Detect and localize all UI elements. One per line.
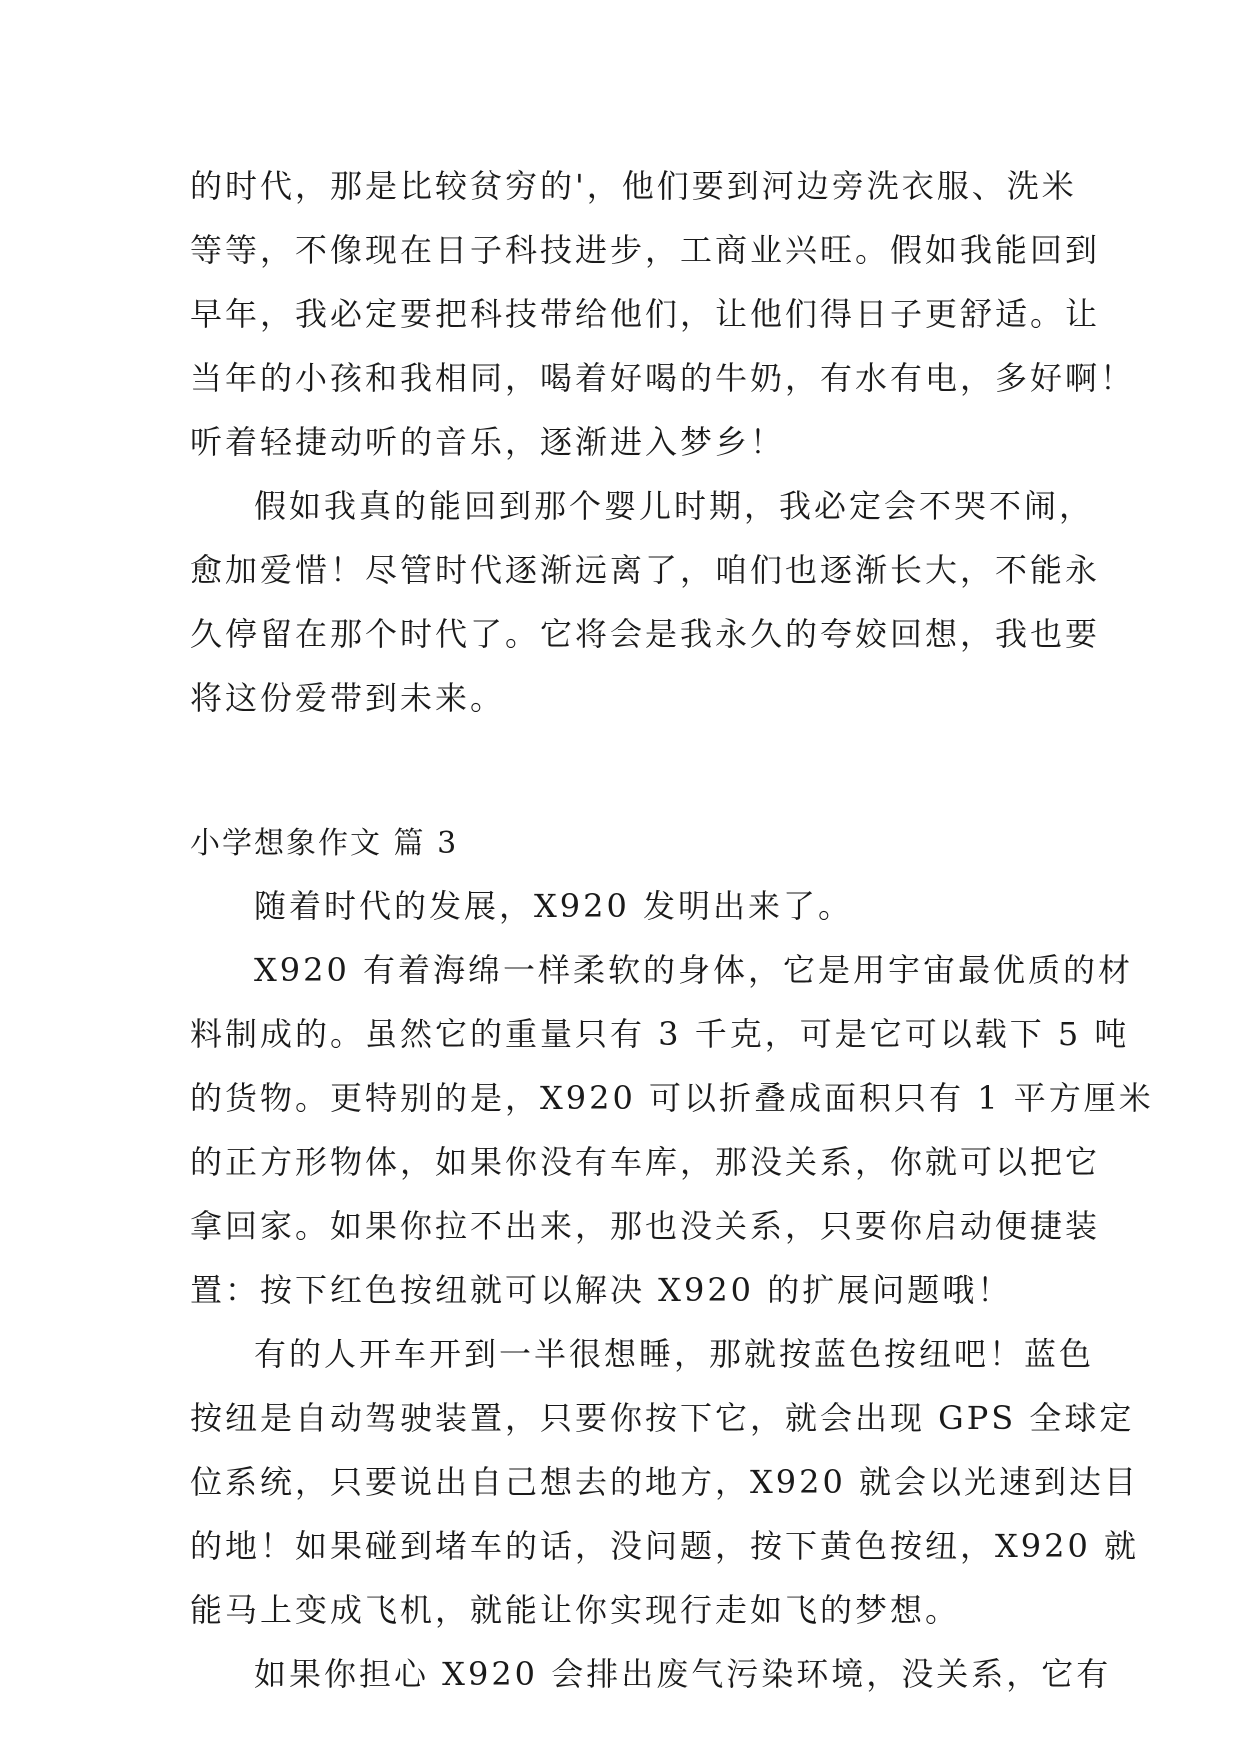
text-line: X920 有着海绵一样柔软的身体，它是用宇宙最优质的材 — [254, 951, 1134, 989]
text-line: 假如我真的能回到那个婴儿时期，我必定会不哭不闹， — [254, 487, 1095, 525]
paragraph-intro — [190, 154, 1136, 474]
text-line: 如果你担心 X920 会排出废气污染环境，没关系，它有 — [254, 1655, 1112, 1693]
section-title: 小学想象作文 篇 3 — [190, 826, 459, 861]
text-line: 的地！如果碰到堵车的话，没问题，按下黄色按纽，X920 就 — [190, 1527, 1140, 1565]
text-line: 将这份爱带到未来。 — [190, 679, 506, 717]
text-line: 能马上变成飞机，就能让你实现行走如飞的梦想。 — [190, 1591, 961, 1629]
text-line: 随着时代的发展，X920 发明出来了。 — [254, 887, 854, 925]
text-line: 料制成的。虽然它的重量只有 3 千克，可是它可以载下 5 吨 — [190, 1015, 1130, 1053]
text-line: 有的人开车开到一半很想睡，那就按蓝色按纽吧！蓝色 — [254, 1335, 1095, 1373]
text-line: 拿回家。如果你拉不出来，那也没关系，只要你启动便捷装 — [190, 1207, 1101, 1245]
text-line: 置：按下红色按纽就可以解决 X920 的扩展问题哦！ — [190, 1271, 1013, 1309]
text-line: 等等，不像现在日子科技进步，工商业兴旺。假如我能回到 — [190, 231, 1101, 269]
paragraph-4 — [190, 1642, 1112, 1706]
paragraph-1 — [190, 874, 1070, 938]
text-line: 当年的小孩和我相同，喝着好喝的牛奶，有水有电，多好啊！ — [190, 359, 1136, 397]
text-line: 久停留在那个时代了。它将会是我永久的夸姣回想，我也要 — [190, 615, 1101, 653]
document-body — [190, 154, 1154, 1706]
text-line: 愈加爱惜！尽管时代逐渐远离了，咱们也逐渐长大，不能永 — [190, 551, 1101, 589]
text-line: 按纽是自动驾驶装置，只要你按下它，就会出现 GPS 全球定 — [190, 1399, 1135, 1437]
text-line: 听着轻捷动听的音乐，逐渐进入梦乡！ — [190, 423, 786, 461]
text-line: 的正方形物体，如果你没有车库，那没关系，你就可以把它 — [190, 1143, 1101, 1181]
paragraph-3 — [190, 1322, 1140, 1642]
text-line: 的货物。更特别的是，X920 可以折叠成面积只有 1 平方厘米 — [190, 1079, 1154, 1117]
text-line: 的时代，那是比较贫穷的'，他们要到河边旁洗衣服、洗米 — [190, 167, 1077, 205]
section-spacer — [190, 730, 1070, 814]
paragraph-closing — [190, 474, 1101, 730]
text-line: 位系统，只要说出自己想去的地方，X920 就会以光速到达目 — [190, 1463, 1140, 1501]
paragraph-2 — [190, 938, 1154, 1322]
text-line: 早年，我必定要把科技带给他们，让他们得日子更舒适。让 — [190, 295, 1101, 333]
